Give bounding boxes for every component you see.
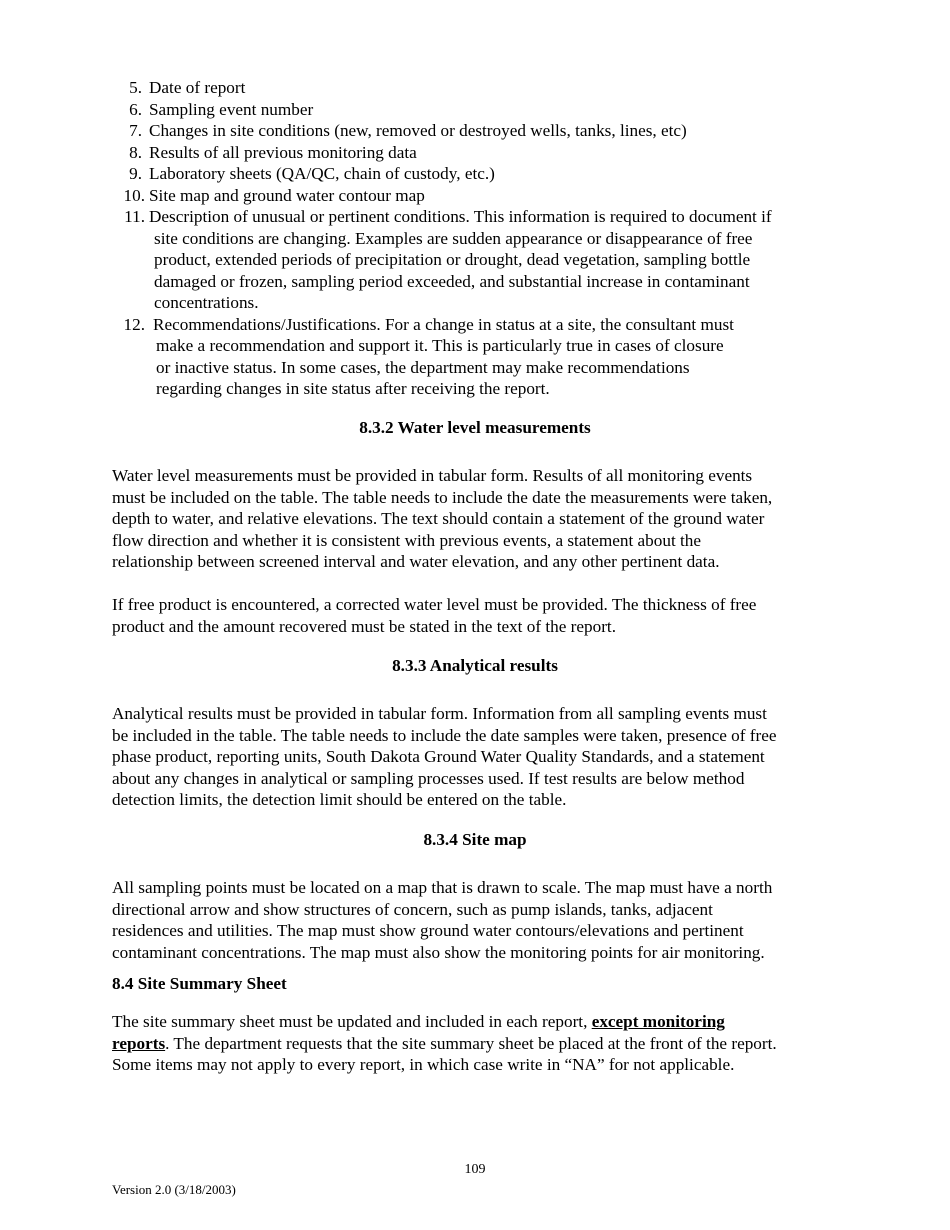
text-line: [112, 1011, 872, 1033]
page-number: 109: [464, 1162, 486, 1177]
list-item-text: concentrations.: [154, 293, 259, 312]
site-summary-paragraph: [112, 1011, 872, 1076]
list-item-text: Date of report: [149, 78, 246, 97]
water-level-paragraph: [112, 465, 852, 573]
version-label: Version 2.0 (3/18/2003): [112, 1182, 236, 1197]
list-item: [0, 142, 950, 164]
list-item-number: 12.: [123, 314, 145, 334]
list-item: [0, 99, 950, 121]
list-item-number: 11.: [124, 207, 145, 226]
text-line: [112, 1033, 872, 1055]
list-item-text: Changes in site conditions (new, removed or destroyed wells, tanks, lines, etc): [149, 121, 687, 140]
text-line: depth to water, and relative elevations. The text should contain a statement of the ground water: [112, 509, 765, 528]
list-item-number: 8.: [129, 142, 142, 162]
text-line: phase product, reporting units, South Dakota Ground Water Quality Standards, and a statement: [112, 747, 765, 766]
list-item-text: Recommendations/Justifications. For a change in status at a site, the consultant must: [153, 314, 734, 334]
list-item-number: 9.: [129, 164, 142, 183]
text-line: Analytical results must be provided in tabular form. Information from all sampling events must: [112, 704, 767, 723]
list-item-number: 6.: [129, 99, 142, 119]
text-line: product and the amount recovered must be stated in the text of the report.: [112, 616, 617, 636]
text-run: . The department requests that the site summary sheet be placed at the front of the report.: [165, 1033, 777, 1053]
section-heading-water-level: 8.3.2 Water level measurements: [359, 418, 591, 437]
text-line: must be included on the table. The table needs to include the date the measurements were taken,: [112, 487, 773, 507]
list-item-text: Description of unusual or pertinent conditions. This information is required to document if: [149, 207, 772, 226]
list-item: [0, 206, 950, 314]
text-line: All sampling points must be located on a map that is drawn to scale. The map must have a north: [112, 878, 773, 897]
free-product-paragraph: [112, 594, 852, 637]
list-item-text: or inactive status. In some cases, the department may make recommendations: [156, 357, 690, 377]
text-line: relationship between screened interval and water elevation, and any other pertinent data.: [112, 552, 720, 571]
text-line: flow direction and whether it is consistent with previous events, a statement about the: [112, 530, 702, 550]
list-item-number: 5.: [129, 78, 142, 97]
text-line: If free product is encountered, a corrected water level must be provided. The thickness of free: [112, 595, 757, 614]
text-line: be included in the table. The table needs to include the date samples were taken, presence of free: [112, 725, 777, 745]
list-item-text: Site map and ground water contour map: [149, 185, 425, 205]
list-item: [0, 314, 950, 400]
section-heading-site-map: 8.3.4 Site map: [423, 830, 527, 849]
text-run: The site summary sheet must be updated and included in each report,: [112, 1012, 592, 1031]
list-item-text: product, extended periods of precipitation or drought, dead vegetation, sampling bottle: [154, 250, 751, 269]
list-item: [0, 185, 950, 207]
text-line: detection limits, the detection limit should be entered on the table.: [112, 790, 567, 809]
list-item-text: Results of all previous monitoring data: [149, 142, 417, 162]
text-line: contaminant concentrations. The map must also show the monitoring points for air monitoring.: [112, 942, 765, 962]
emphasis-text: except monitoring: [591, 1012, 725, 1031]
list-item-text: Laboratory sheets (QA/QC, chain of custody, etc.): [149, 164, 495, 183]
text-line: about any changes in analytical or sampling processes used. If test results are below method: [112, 768, 745, 788]
list-item: [0, 163, 950, 185]
section-heading-analytical: 8.3.3 Analytical results: [392, 656, 558, 675]
report-items-list: [0, 77, 950, 400]
emphasis-text: reports: [112, 1033, 166, 1053]
section-heading-site-summary: 8.4 Site Summary Sheet: [112, 974, 287, 993]
list-item-text: damaged or frozen, sampling period exceeded, and substantial increase in contaminant: [154, 271, 750, 291]
text-line: Water level measurements must be provided in tabular form. Results of all monitoring events: [112, 466, 753, 485]
text-line: Some items may not apply to every report, in which case write in “NA” for not applicable.: [112, 1055, 735, 1074]
text-line: directional arrow and show structures of concern, such as pump islands, tanks, adjacent: [112, 899, 713, 919]
list-item-text: make a recommendation and support it. This is particularly true in cases of closure: [156, 336, 724, 355]
list-item-number: 10.: [123, 185, 145, 205]
text-line: residences and utilities. The map must show ground water contours/elevations and pertinent: [112, 921, 744, 940]
list-item: [0, 77, 950, 99]
list-item-number: 7.: [129, 121, 142, 140]
site-map-paragraph: [112, 877, 852, 963]
analytical-paragraph: [112, 703, 852, 811]
list-item-text: Sampling event number: [149, 99, 314, 119]
list-item-text: regarding changes in site status after receiving the report.: [156, 379, 550, 398]
list-item-text: site conditions are changing. Examples are sudden appearance or disappearance of free: [154, 228, 753, 248]
list-item: [0, 120, 950, 142]
